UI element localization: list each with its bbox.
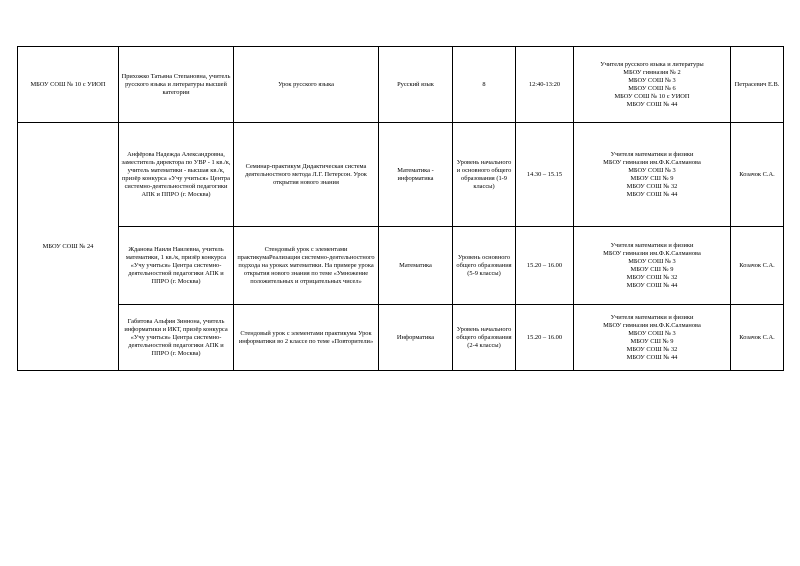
- participants-cell: [574, 123, 731, 227]
- grade-cell: Уровень начального и основного общего образования (1-9 классы): [453, 123, 516, 227]
- time-cell: 15.20 – 16.00: [516, 227, 574, 305]
- time-cell: 15.20 – 16.00: [516, 305, 574, 371]
- table-row: [18, 305, 784, 371]
- participants-cell: [574, 47, 731, 123]
- teacher-cell: Анфёрова Надежда Александровна, заместитель директора по УВР - 1 кв./к, учитель математики - высшая кв./к, призёр конкурса «Учу учиться» Центра системно-деятельностной педагогики АПК и ППРО (г. Москва): [119, 123, 234, 227]
- participant-line: МБОУ СОШ № 44: [626, 100, 678, 108]
- table-row: [18, 123, 784, 227]
- curator-cell: Козачок С.А.: [731, 123, 784, 227]
- participant-line: МБОУ СШ № 9: [630, 265, 674, 273]
- table-row: [18, 47, 784, 123]
- participant-line: МБОУ СОШ № 3: [628, 166, 676, 174]
- teacher-cell: Прихожко Татьяна Степановна, учитель русского языка и литературы высшей категории: [119, 47, 234, 123]
- event-cell: Стендовый урок с элементами практикумаРеализация системно-деятельностного подхода на уроках математики. На примере урока открытия нового знания по теме «Умножение положительных и отрицательных чисел»: [234, 227, 379, 305]
- school-cell: МБОУ СОШ № 10 с УИОП: [18, 47, 119, 123]
- participant-line: МБОУ СОШ № 6: [628, 84, 676, 92]
- table-row: [18, 227, 784, 305]
- participants-cell: [574, 305, 731, 371]
- participant-line: Учителя математики и физики: [610, 241, 694, 249]
- curator-cell: Козачок С.А.: [731, 227, 784, 305]
- participant-line: МБОУ гимназия им.Ф.К.Салманова: [603, 158, 701, 166]
- participant-line: МБОУ СОШ № 32: [626, 273, 678, 281]
- participant-line: Учителя русского языка и литературы: [600, 60, 704, 68]
- grade-cell: 8: [453, 47, 516, 123]
- participant-line: МБОУ СОШ № 3: [628, 257, 676, 265]
- teacher-cell: Жданова Наиля Наилевна, учитель математики, 1 кв./к, призёр конкурса «Учу учиться» Центра системно-деятельностной педагогики АПК и ППРО (г. Москва): [119, 227, 234, 305]
- subject-cell: Информатика: [379, 305, 453, 371]
- curator-cell: Петрасевич Е.В.: [731, 47, 784, 123]
- participants-cell: [574, 227, 731, 305]
- participant-line: МБОУ СОШ № 44: [626, 353, 678, 361]
- participant-line: МБОУ СОШ № 44: [626, 190, 678, 198]
- event-cell: Стендовый урок с элементами практикума Урок информатики во 2 классе по теме «Повторители»: [234, 305, 379, 371]
- participant-line: МБОУ СОШ № 3: [628, 76, 676, 84]
- participant-line: Учителя математики и физики: [610, 150, 694, 158]
- subject-cell: Русский язык: [379, 47, 453, 123]
- schedule-table: [17, 46, 784, 371]
- participant-line: МБОУ СОШ № 32: [626, 182, 678, 190]
- grade-cell: Уровень основного общего образования (5-9 классы): [453, 227, 516, 305]
- subject-cell: Математика - информатика: [379, 123, 453, 227]
- grade-cell: Уровень начального общего образования (2-4 классы): [453, 305, 516, 371]
- event-cell: Урок русского языка: [234, 47, 379, 123]
- event-cell: Семинар-практикум Дидактическая система деятельностного метода Л.Г. Петерсон. Урок открытия нового знания: [234, 123, 379, 227]
- participant-line: МБОУ СШ № 9: [630, 174, 674, 182]
- participant-line: МБОУ гимназия им.Ф.К.Салманова: [603, 249, 701, 257]
- teacher-cell: Габитова Альфия Зиннона, учитель информатики и ИКТ, призёр конкурса «Учу учиться» Центра системно-деятельностной педагогики АПК и ППРО (г. Москва): [119, 305, 234, 371]
- participant-line: МБОУ гимназия им.Ф.К.Салманова: [603, 321, 701, 329]
- participant-line: МБОУ СОШ № 3: [628, 329, 676, 337]
- participant-line: МБОУ СОШ № 10 с УИОП: [614, 92, 690, 100]
- school-cell: МБОУ СОШ № 24: [18, 123, 119, 371]
- curator-cell: Козачок С.А.: [731, 305, 784, 371]
- participant-line: МБОУ СОШ № 44: [626, 281, 678, 289]
- participant-line: МБОУ СОШ № 32: [626, 345, 678, 353]
- participant-line: МБОУ СШ № 9: [630, 337, 674, 345]
- subject-cell: Математика: [379, 227, 453, 305]
- time-cell: 12:40-13:20: [516, 47, 574, 123]
- participant-line: МБОУ гимназия № 2: [623, 68, 681, 76]
- time-cell: 14.30 – 15.15: [516, 123, 574, 227]
- participant-line: Учителя математики и физики: [610, 313, 694, 321]
